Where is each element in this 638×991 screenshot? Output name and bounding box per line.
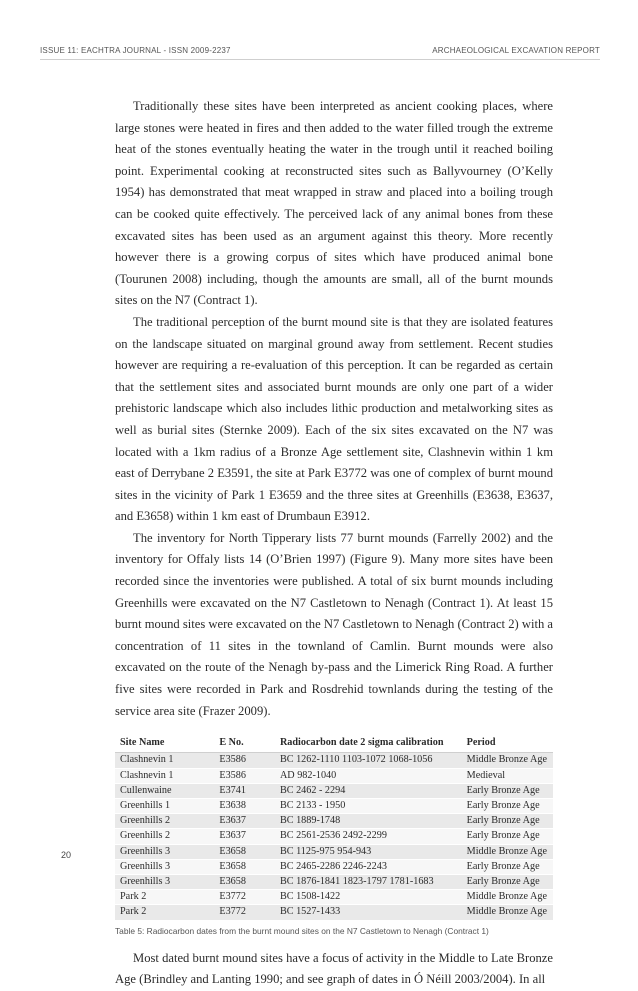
cell-radiocarbon-date: BC 2462 - 2294 <box>275 783 462 798</box>
page-header <box>40 46 600 60</box>
cell-e-no: E3658 <box>214 859 275 874</box>
cell-period: Early Bronze Age <box>462 799 553 814</box>
table-row <box>115 844 553 859</box>
journal-issue-label: ISSUE 11: EACHTRA JOURNAL - ISSN 2009-2237 <box>40 46 231 55</box>
cell-radiocarbon-date: BC 2133 - 1950 <box>275 799 462 814</box>
cell-e-no: E3637 <box>214 829 275 844</box>
cell-e-no: E3772 <box>214 905 275 920</box>
table-row <box>115 783 553 798</box>
cell-period: Early Bronze Age <box>462 859 553 874</box>
paragraph: Traditionally these sites have been interpreted as ancient cooking places, where large stones were heated in fires and then added to the water filled trough the extreme heat of the stones eventually heating the water in the trough until it reached boiling point. Experimental cooking at reconstructed sites such as Ballyvourney (O’Kelly 1954) has demonstrated that meat wrapped in straw and placed into a boiling trough can be cooked quite effectively. The perceived lack of any animal bones from these excavated sites has been used as an argument against this theory. More recently however there is a growing corpus of sites which have produced animal bone (Tourunen 2008) including, though the amounts are small, all of the burnt mounds sites on the N7 (Contract 1). <box>115 99 553 308</box>
column-header-period: Period <box>462 736 553 753</box>
cell-site-name: Greenhills 2 <box>115 829 214 844</box>
cell-period: Early Bronze Age <box>462 814 553 829</box>
cell-radiocarbon-date: BC 1508-1422 <box>275 890 462 905</box>
report-type-label: ARCHAEOLOGICAL EXCAVATION REPORT <box>432 46 600 55</box>
cell-period: Early Bronze Age <box>462 783 553 798</box>
table-row <box>115 768 553 783</box>
column-header-site-name: Site Name <box>115 736 214 753</box>
cell-site-name: Clashnevin 1 <box>115 753 214 768</box>
cell-period: Early Bronze Age <box>462 829 553 844</box>
cell-e-no: E3638 <box>214 799 275 814</box>
table-row <box>115 875 553 890</box>
cell-radiocarbon-date: BC 1125-975 954-943 <box>275 844 462 859</box>
cell-site-name: Greenhills 1 <box>115 799 214 814</box>
cell-period: Middle Bronze Age <box>462 890 553 905</box>
cell-radiocarbon-date: BC 2465-2286 2246-2243 <box>275 859 462 874</box>
cell-e-no: E3772 <box>214 890 275 905</box>
table-row <box>115 814 553 829</box>
table-row <box>115 859 553 874</box>
cell-site-name: Park 2 <box>115 905 214 920</box>
column-header-e-no: E No. <box>214 736 275 753</box>
page-number: 20 <box>61 850 72 860</box>
cell-period: Middle Bronze Age <box>462 753 553 768</box>
cell-radiocarbon-date: BC 1876-1841 1823-1797 1781-1683 <box>275 875 462 890</box>
table-row <box>115 753 553 768</box>
cell-radiocarbon-date: BC 1527-1433 <box>275 905 462 920</box>
table-body <box>115 753 553 920</box>
cell-site-name: Cullenwaine <box>115 783 214 798</box>
table-row <box>115 829 553 844</box>
table-row <box>115 905 553 920</box>
cell-period: Medieval <box>462 768 553 783</box>
cell-e-no: E3586 <box>214 768 275 783</box>
table-row <box>115 890 553 905</box>
table-row <box>115 799 553 814</box>
cell-site-name: Greenhills 3 <box>115 859 214 874</box>
paragraph: The traditional perception of the burnt mound site is that they are isolated features on the landscape situated on marginal ground away from settlement. Recent studies however are requiring a re-evaluation of this perception. It can be regarded as certain that the settlement sites and associated burnt mounds are only one part of a wider prehistoric landscape which also includes lithic production and metalworking sites as well as burial sites (Sternke 2009). Each of the six sites excavated on the N7 was located with a 1km radius of a Bronze Age settlement site, Clashnevin within 1 km east of Derrybane 2 E3591, the site at Park E3772 was one of complex of burnt mound sites in the vicinity of Park 1 E3659 and the three sites at Greenhills (E3638, E3637, and E3658) within 1 km east of Drumbaun E3912. <box>115 314 553 524</box>
cell-site-name: Greenhills 3 <box>115 844 214 859</box>
cell-site-name: Clashnevin 1 <box>115 768 214 783</box>
cell-radiocarbon-date: AD 982-1040 <box>275 768 462 783</box>
cell-e-no: E3658 <box>214 875 275 890</box>
table-header-row <box>115 736 553 753</box>
table-caption: Table 5: Radiocarbon dates from the burnt mound sites on the N7 Castletown to Nenagh (Contract 1) <box>115 925 489 936</box>
radiocarbon-dates-table <box>115 736 553 920</box>
cell-site-name: Park 2 <box>115 890 214 905</box>
cell-site-name: Greenhills 2 <box>115 814 214 829</box>
paragraph: Most dated burnt mound sites have a focus of activity in the Middle to Late Bronze Age (Brindley and Lanting 1990; and see graph of dates in Ó Néill 2003/2004). In all <box>115 950 553 987</box>
cell-period: Middle Bronze Age <box>462 844 553 859</box>
cell-radiocarbon-date: BC 1262-1110 1103-1072 1068-1056 <box>275 753 462 768</box>
cell-period: Early Bronze Age <box>462 875 553 890</box>
cell-site-name: Greenhills 3 <box>115 875 214 890</box>
cell-radiocarbon-date: BC 2561-2536 2492-2299 <box>275 829 462 844</box>
article-body <box>115 96 553 991</box>
cell-radiocarbon-date: BC 1889-1748 <box>275 814 462 829</box>
cell-e-no: E3741 <box>214 783 275 798</box>
cell-e-no: E3658 <box>214 844 275 859</box>
cell-period: Middle Bronze Age <box>462 905 553 920</box>
cell-e-no: E3586 <box>214 753 275 768</box>
cell-e-no: E3637 <box>214 814 275 829</box>
column-header-radiocarbon-date: Radiocarbon date 2 sigma calibration <box>275 736 462 753</box>
paragraph: The inventory for North Tipperary lists 77 burnt mounds (Farrelly 2002) and the inventory for Offaly lists 14 (O’Brien 1997) (Figure 9). Many more sites have been recorded since the inventories were published. A total of six burnt mounds including Greenhills were excavated on the N7 Castletown to Nenagh (Contract 1). At least 15 burnt mound sites were excavated on the N7 Castletown to Nenagh (Contract 2) with a concentration of 11 sites in the townland of Camlin. Burnt mounds were also excavated on the route of the Nenagh by-pass and the Limerick Ring Road. A further five sites were recorded in Park and Rosdrehid townlands during the testing of the service area site (Frazer 2009). <box>115 530 553 718</box>
